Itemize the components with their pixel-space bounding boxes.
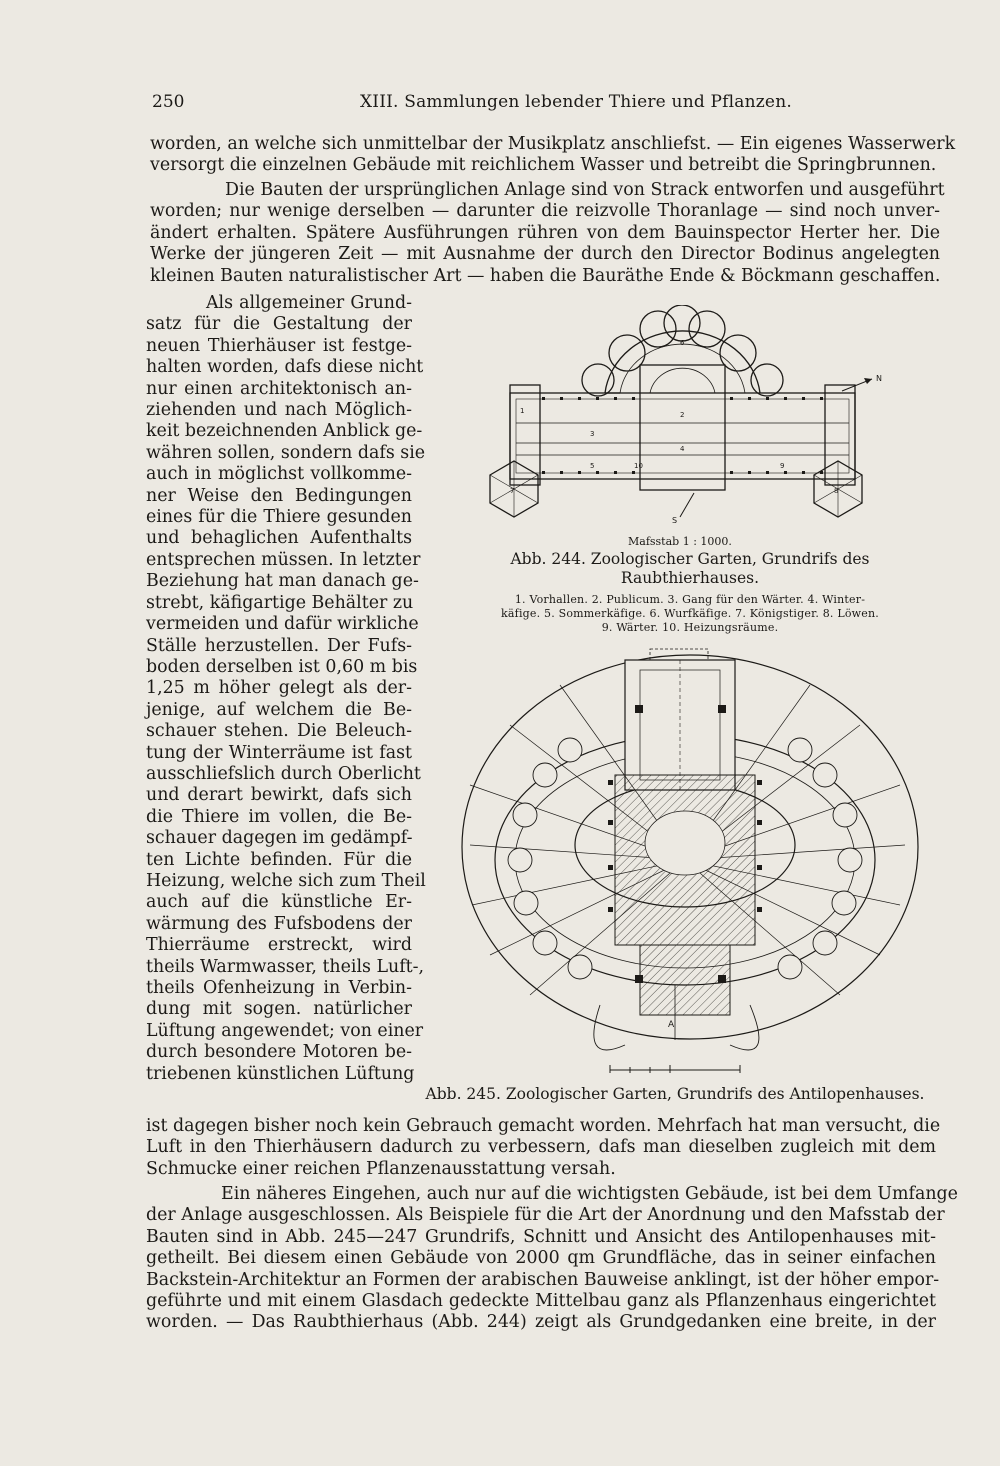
legend-line: 9. Wärter. 10. Heizungsräume. <box>601 621 779 634</box>
text-line: schauer dagegen im gedämpf- <box>146 828 413 849</box>
text-line: Backstein-Architektur an Formen der arabischen Bauweise anklingt, ist der höher empor- <box>146 1269 940 1290</box>
text-line: vermeiden und dafür wirkliche <box>146 614 419 635</box>
text-line: worden. — Das Raubthierhaus (Abb. 244) zeigt als Grundgedanken eine breite, in der <box>146 1312 936 1333</box>
text-line: eines für die Thiere gesunden <box>146 507 412 528</box>
room-number-4: 4 <box>680 445 685 453</box>
fig244-caption <box>470 550 910 588</box>
text-line: der Anlage ausgeschlossen. Als Beispiele für die Art der Anordnung und den Mafsstab der <box>146 1205 945 1226</box>
text-line: und derart bewirkt, dafs sich <box>146 785 412 806</box>
text-line: halten worden, dafs diese nicht <box>146 357 424 378</box>
fig244-scale-note: Mafsstab 1 : 1000. <box>628 535 732 548</box>
text-line: Thierräume erstreckt, wird <box>146 935 412 956</box>
text-line: Bauten sind in Abb. 245—247 Grundrifs, Schnitt und Ansicht des Antilopenhauses mit- <box>146 1226 936 1247</box>
text-line: worden; nur wenige derselben — darunter die reizvolle Thoranlage — sind noch unver- <box>150 201 940 222</box>
floor-plan-antilopenhaus <box>450 645 940 1075</box>
room-number-2: 2 <box>680 411 685 419</box>
north-label: N <box>876 374 882 383</box>
text-line: boden derselben ist 0,60 m bis <box>146 656 418 677</box>
legend-line: käfige. 5. Sommerkäfige. 6. Wurfkäfige. 7. Königstiger. 8. Löwen. <box>501 607 879 620</box>
text-line: theils Ofenheizung in Verbin- <box>146 978 412 998</box>
text-line: auch auf die künstliche Er- <box>146 892 412 913</box>
scale-bar <box>610 1065 740 1073</box>
text-line: Die Bauten der ursprünglichen Anlage sind von Strack entworfen und ausgeführt <box>225 180 945 200</box>
text-line: Heizung, welche sich zum Theil <box>146 870 426 891</box>
text-line: nur einen architektonisch an- <box>146 378 412 399</box>
text-line: ten Lichte befinden. Für die <box>146 849 412 870</box>
section-label: A <box>668 1020 675 1030</box>
text-line: triebenen künstlichen Lüftung <box>146 1063 415 1084</box>
room-number-7: 7 <box>510 487 515 495</box>
text-line: auch in möglichst vollkomme- <box>146 464 412 485</box>
text-line: Lüftung angewendet; von einer <box>146 1020 424 1041</box>
text-line: geführte und mit einem Glasdach gedeckte Mittelbau ganz als Pflanzenhaus eingerichtet <box>146 1291 936 1312</box>
paragraph-2 <box>150 180 945 287</box>
text-line: getheilt. Bei diesem einen Gebäude von 2000 qm Grundfläche, das in seiner einfachen <box>146 1248 936 1269</box>
legend-line: 1. Vorhallen. 2. Publicum. 3. Gang für den Wärter. 4. Winter- <box>514 593 866 606</box>
paragraph-3-column <box>146 293 426 1085</box>
text-line: dung mit sogen. natürlicher <box>146 999 412 1020</box>
text-line: entsprechen müssen. In letzter <box>146 549 421 570</box>
room-number-3: 3 <box>590 430 595 438</box>
room-number-6: 6 <box>680 339 685 347</box>
text-line: Schmucke einer reichen Pflanzenausstattung versah. <box>146 1158 616 1179</box>
section-label: S <box>672 516 678 525</box>
text-line: wärmung des Fufsbodens der <box>146 913 412 934</box>
text-line: ner Weise den Bedingungen <box>146 485 412 506</box>
text-line: theils Warmwasser, theils Luft-, <box>146 956 425 977</box>
text-line: Als allgemeiner Grund- <box>206 293 412 313</box>
text-line: ändert erhalten. Spätere Ausführungen rühren von dem Bauinspector Herter her. Die <box>150 222 940 243</box>
text-line: schauer stehen. Die Beleuch- <box>146 721 412 742</box>
text-line: ist dagegen bisher noch kein Gebrauch gemacht worden. Mehrfach hat man versucht, die <box>146 1116 941 1136</box>
text-line: jenige, auf welchem die Be- <box>146 699 412 720</box>
room-number-5: 5 <box>590 462 595 470</box>
text-line: satz für die Gestaltung der <box>146 314 412 335</box>
text-line: Luft in den Thierhäusern dadurch zu verbessern, dafs man dieselben zugleich mit dem <box>146 1137 936 1158</box>
text-line: währen sollen, sondern dafs sie <box>146 442 426 463</box>
room-number-1: 1 <box>520 407 525 415</box>
main-hall-outline <box>510 393 855 479</box>
room-number-9: 9 <box>780 462 785 470</box>
text-line: keit bezeichnenden Anblick ge- <box>146 421 423 442</box>
caption-line: Raubthierhauses. <box>620 569 760 587</box>
text-line: ausschliefslich durch Oberlicht <box>146 763 421 784</box>
text-line: und behaglichen Aufenthalts <box>146 528 412 549</box>
text-line: Beziehung hat man danach ge- <box>146 571 419 592</box>
text-line: versorgt die einzelnen Gebäude mit reichlichem Wasser und betreibt die Springbrunnen. <box>150 155 937 176</box>
room-number-8: 8 <box>834 487 839 495</box>
text-line: Ein näheres Eingehen, auch nur auf die wichtigsten Gebäude, ist bei dem Umfange <box>221 1184 958 1204</box>
text-line: worden, an welche sich unmittelbar der Musikplatz anschliefst. — Ein eigenes Wasserwerk <box>150 134 956 154</box>
text-line: die Thiere im vollen, die Be- <box>146 806 412 827</box>
fig244-legend <box>470 593 910 635</box>
floor-plan-raubthierhaus <box>480 305 900 530</box>
text-line: durch besondere Motoren be- <box>146 1042 412 1063</box>
paragraph-4 <box>146 1184 958 1334</box>
paragraph-3-continued <box>146 1116 941 1180</box>
paragraph-1 <box>150 134 956 177</box>
text-line: neuen Thierhäuser ist festge- <box>146 335 412 356</box>
text-line: strebt, käfigartige Behälter zu <box>146 592 414 613</box>
text-line: ziehenden und nach Möglich- <box>146 400 412 421</box>
caption-line: Abb. 244. Zoologischer Garten, Grundrifs des <box>510 550 870 568</box>
running-title: XIII. Sammlungen lebender Thiere und Pflanzen. <box>360 92 792 112</box>
room-number-10: 10 <box>634 462 643 470</box>
page-number: 250 <box>152 92 185 112</box>
fig245-caption: Abb. 245. Zoologischer Garten, Grundrifs des Antilopenhauses. <box>425 1085 925 1103</box>
text-line: kleinen Bauten naturalistischer Art — haben die Bauräthe Ende & Böckmann geschaffen. <box>150 265 941 286</box>
text-line: Ställe herzustellen. Der Fufs- <box>146 635 412 656</box>
running-header <box>150 92 940 116</box>
text-line: Werke der jüngeren Zeit — mit Ausnahme der durch den Director Bodinus angelegten <box>150 244 940 265</box>
text-line: tung der Winterräume ist fast <box>146 742 412 763</box>
text-line: 1,25 m höher gelegt als der- <box>146 678 412 699</box>
